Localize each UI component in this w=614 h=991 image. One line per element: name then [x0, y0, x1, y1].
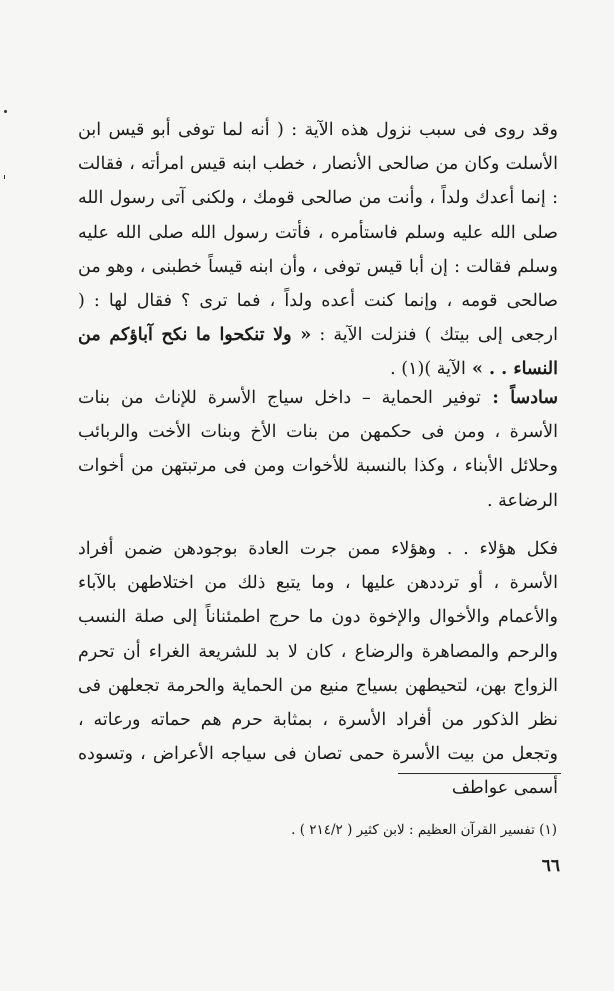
paragraph-ending: الآية )(١) . — [390, 359, 466, 380]
footnote: (١) تفسير القرآن العظيم : لابن كثير ( ٢١٤/٢ ) . — [291, 822, 557, 838]
paragraph-verse-context — [78, 113, 558, 387]
paragraph-text: وقد روى فى سبب نزول هذه الآية : ( أنه لما توفى أبو قيس ابن الأسلت وكان من صالحى الأنصار ، خطب ابنه قيس امرأته ، فقالت : إنما أعدك ولداً ، وأنت من صالحى قومك ، ولكنى آتى رسول الله صلى الله عليه وسلم فاستأمره ، فأتت رسول الله صلى الله عليه وسلم فقالت : إن أبا قيس توفى ، وأن ابنه قيساً خطبنى ، وهو من صالحى قومه ، وإنما كنت أعده ولداً ، فما ترى ؟ فقال لها : ( ارجعى إلى بيتك ) فنزلت الآية : — [78, 120, 558, 346]
footnote-divider — [398, 773, 561, 774]
quran-quote: « ولا تنكحوا ما نكح آباؤكم من النساء . . » — [78, 325, 558, 380]
point-heading: سادساً : — [480, 388, 559, 408]
paragraph-text: توفير الحماية – داخل سياج الأسرة للإناث من بنات الأسرة ، ومن فى حكمهن من بنات الأخ وبنات الأخت والربائب وحلائل الأبناء ، وكذا بالنسبة للأخوات ومن فى مرتبتهن من أخوات الرضاعة . — [78, 388, 558, 511]
scan-mark — [4, 110, 7, 113]
scan-mark — [4, 175, 5, 179]
paragraph-sixth-point — [78, 381, 558, 518]
paragraph-explanation — [78, 532, 558, 806]
paragraph-text: فكل هؤلاء . . وهؤلاء ممن جرت العادة بوجودهن ضمن أفراد الأسرة ، أو ترددهن عليها ، وما يتبع ذلك من اختلاطهن بالآباء والأعمام والأخوال والإخوة دون ما حرج اطمئناناً إلى صلة النسب والرحم والمصاهرة والرضاع ، كان لا بد للشريعة الغراء أن تحرم الزواج بهن، لتحيطهن بسياج منيع من الحماية والحرمة تجعلهن فى نظر الذكور من أفراد الأسرة ، بمثابة حرم هم حماته ورعاته ، وتجعل من بيت الأسرة حمى تصان فى سياجه الأعراض ، وتسوده أسمى عواطف — [78, 539, 558, 799]
page-number: ٦٦ — [541, 856, 560, 876]
